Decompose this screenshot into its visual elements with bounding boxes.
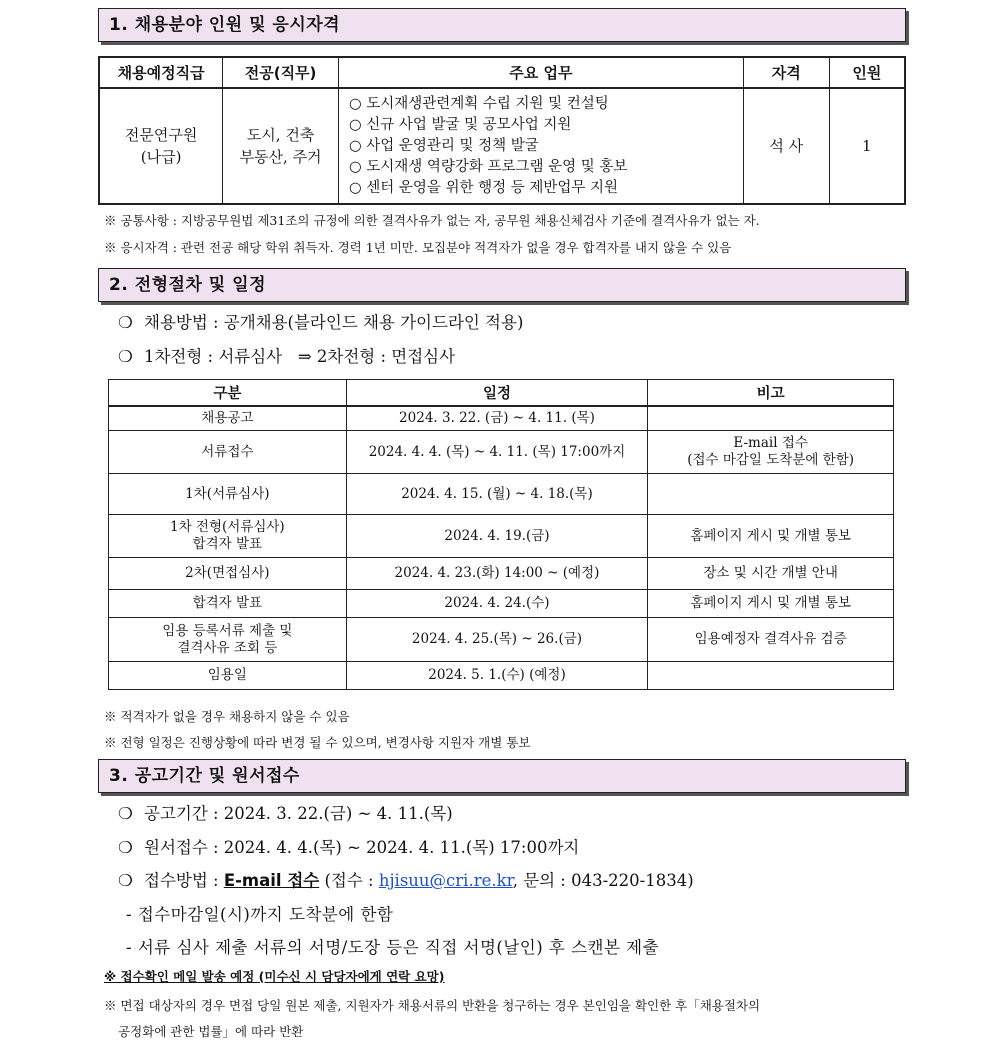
table-row [109,662,894,690]
schedule-note: 임용예정자 결격사유 검증 [648,618,894,662]
email-link[interactable]: hjisuu@cri.re.kr [378,871,513,890]
grade-cell [99,88,223,204]
table-row [109,618,894,662]
table-header-row [99,57,905,88]
circle-bullet-icon: ❍ [118,838,133,857]
circle-bullet-icon: ❍ [118,804,133,823]
column-header: 자격 [743,57,829,88]
schedule-category-line: 1차 전형(서류심사) [169,519,285,535]
duty-item: ○ 신규 사업 발굴 및 공모사업 지원 [348,116,572,133]
schedule-date: 2024. 4. 4. (목) ~ 4. 11. (목) 17:00까지 [346,431,648,474]
schedule-date: 2024. 3. 22. (금) ~ 4. 11. (목) [346,406,648,431]
schedule-note: 장소 및 시간 개별 안내 [648,558,894,590]
section-header-application: 3. 공고기간 및 원서접수 [98,759,906,793]
schedule-note: 홈페이지 게시 및 개별 통보 [648,515,894,558]
schedule-note-line: (접수 마감일 도착분에 한함) [687,452,855,468]
schedule-category: 채용공고 [109,406,347,431]
schedule-note [648,662,894,690]
process-stages [118,343,455,367]
note-common: ※ 공통사항 : 지방공무원법 제31조의 규정에 의한 결격사유가 없는 자, 공무원 채용신체검사 기준에 결격사유가 없는 자. [104,213,760,228]
table-row [109,431,894,474]
circle-bullet-icon: ❍ [118,313,133,332]
table-row [109,558,894,590]
schedule-date: 2024. 4. 23.(화) 14:00 ~ (예정) [346,558,648,590]
recruitment-table [98,56,906,205]
schedule-category-line: 합격자 발표 [192,536,263,552]
schedule-note: 홈페이지 게시 및 개별 통보 [648,590,894,618]
column-header: 전공(직무) [223,57,339,88]
process-method [118,309,523,333]
duty-item: ○ 사업 운영관리 및 정책 발굴 [348,137,539,154]
schedule-date: 2024. 4. 24.(수) [346,590,648,618]
schedule-category: 임용일 [109,662,347,690]
note-interview-return: ※ 면접 대상자의 경우 면접 당일 원본 제출, 지원자가 채용서류의 반환을 청구하는 경우 본인임을 확인한 후「채용절차의 [104,998,761,1013]
duty-item: ○ 도시재생 역량강화 프로그램 운영 및 홍보 [348,158,628,175]
schedule-category: 1차(서류심사) [109,474,347,515]
process-stages-text: 1차전형 : 서류심사 ⇒ 2차전형 : 면접심사 [144,347,456,366]
schedule-note [648,406,894,431]
schedule-category [109,618,347,662]
application-method-strong: E-mail 접수 [223,871,320,890]
schedule-date: 2024. 4. 15. (월) ~ 4. 18.(목) [346,474,648,515]
application-method-suffix: , 문의 : 043-220-1834) [512,871,694,890]
application-receipt-text: 원서접수 : 2024. 4. 4.(목) ~ 2024. 4. 11.(목) 17:00까지 [144,838,580,857]
schedule-note-line: E-mail 접수 [733,435,808,451]
circle-bullet-icon: ❍ [118,347,133,366]
duties-cell [338,88,743,204]
application-period-text: 공고기간 : 2024. 3. 22.(금) ~ 4. 11.(목) [144,804,453,823]
table-header-row [109,380,894,406]
schedule-note [648,431,894,474]
column-header: 인원 [829,57,905,88]
qualification-cell: 석 사 [743,88,829,204]
table-row [109,590,894,618]
major-cell [223,88,339,204]
table-row [109,406,894,431]
application-dash-deadline: - 접수마감일(시)까지 도착분에 한함 [126,905,394,924]
table-row [109,474,894,515]
table-row [99,88,905,204]
table-row [109,515,894,558]
note-confirmation-email: ※ 접수확인 메일 발송 예정 (미수신 시 담당자에게 연락 요망) [104,969,445,984]
duty-item: ○ 도시재생관련계획 수립 지원 및 컨설팅 [348,95,609,112]
schedule-date: 2024. 4. 25.(목) ~ 26.(금) [346,618,648,662]
application-receipt [118,834,579,858]
note-interview-return-cont: 공정화에 관한 법률」에 따라 반환 [118,1024,304,1039]
application-method-prefix: 접수방법 : [144,871,224,890]
section-header-process: 2. 전형절차 및 일정 [98,268,906,302]
column-header: 구분 [109,380,347,406]
process-method-text: 채용방법 : 공개채용(블라인드 채용 가이드라인 적용) [144,313,524,332]
schedule-category: 합격자 발표 [109,590,347,618]
schedule-category-line: 결격사유 조회 등 [177,639,278,656]
note-no-candidate: ※ 적격자가 없을 경우 채용하지 않을 수 있음 [104,709,350,724]
section-header-recruitment: 1. 채용분야 인원 및 응시자격 [98,8,906,42]
application-dash-signature: - 서류 심사 제출 서류의 서명/도장 등은 직접 서명(날인) 후 스캔본 제출 [126,938,660,957]
major-line: 도시, 건축 [246,126,315,144]
grade-line: 전문연구원 [124,126,198,144]
application-method-mid: (접수 : [319,871,379,890]
note-schedule-change: ※ 전형 일정은 진행상황에 따라 변경 될 수 있으며, 변경사항 지원자 개별 통보 [104,735,531,750]
schedule-table [108,379,894,690]
schedule-category [109,515,347,558]
grade-line: (나급) [140,148,182,166]
schedule-category: 2차(면접심사) [109,558,347,590]
column-header: 주요 업무 [338,57,743,88]
application-method [118,867,694,891]
schedule-date: 2024. 5. 1.(수) (예정) [346,662,648,690]
application-period [118,800,453,824]
count-cell: 1 [829,88,905,204]
column-header: 채용예정직급 [99,57,223,88]
schedule-category: 서류접수 [109,431,347,474]
circle-bullet-icon: ❍ [118,871,133,890]
column-header: 비고 [648,380,894,406]
schedule-category-line: 임용 등록서류 제출 및 [162,622,293,639]
duty-item: ○ 센터 운영을 위한 행정 등 제반업무 지원 [348,179,618,196]
column-header: 일정 [346,380,648,406]
schedule-date: 2024. 4. 19.(금) [346,515,648,558]
major-line: 부동산, 주거 [239,148,322,166]
note-qualification: ※ 응시자격 : 관련 전공 해당 학위 취득자. 경력 1년 미만. 모집분야 적격자가 없을 경우 합격자를 내지 않을 수 있음 [104,240,732,255]
schedule-note [648,474,894,515]
